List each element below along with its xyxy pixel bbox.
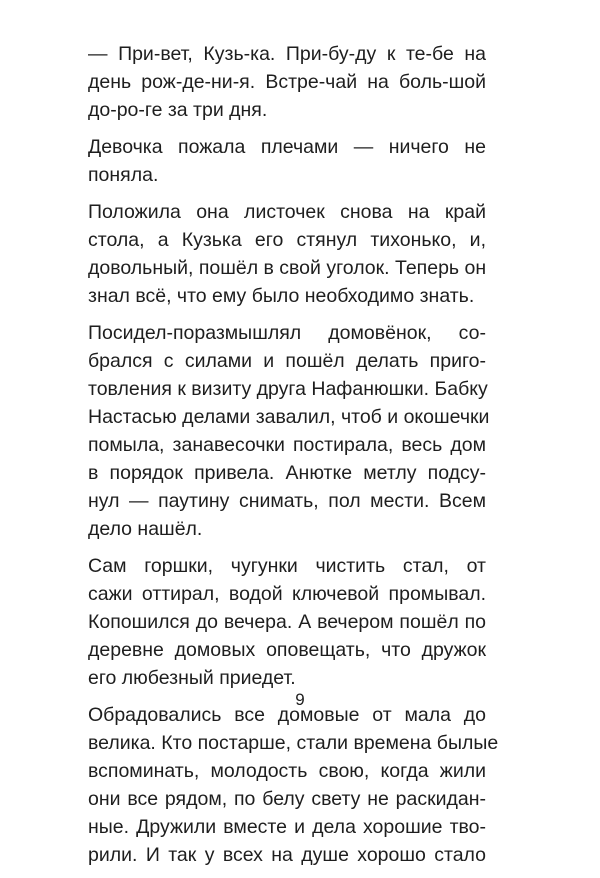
text-line: велика. Кто постарше, стали времена былые bbox=[88, 732, 499, 754]
paragraph-3 bbox=[88, 198, 486, 310]
text-line: нул — паутину снимать, пол мести. Всем bbox=[88, 490, 486, 512]
text-line: стола, а Кузька его стянул тихонько, и, bbox=[88, 229, 486, 251]
text-line: его любезный приедет. bbox=[88, 667, 296, 689]
text-line: в порядок привела. Анютке метлу подсу- bbox=[88, 462, 486, 484]
text-line: поняла. bbox=[88, 164, 159, 186]
text-line: брался с силами и пошёл делать приго- bbox=[88, 350, 486, 372]
paragraph-1 bbox=[88, 40, 486, 124]
text-line: деревне домовых оповещать, что дружок bbox=[88, 639, 486, 661]
body-text bbox=[88, 40, 499, 878]
text-line: рили. И так у всех на душе хорошо стало bbox=[88, 844, 486, 866]
text-line: довольный, пошёл в свой уголок. Теперь он bbox=[88, 257, 487, 279]
text-line: вспоминать, молодость свою, когда жили bbox=[88, 760, 486, 782]
text-line: Копошился до вечера. А вечером пошёл по bbox=[88, 611, 486, 633]
paragraph-5 bbox=[88, 552, 486, 692]
text-line: Сам горшки, чугунки чистить стал, от bbox=[88, 555, 486, 577]
page-number: 9 bbox=[295, 690, 305, 709]
text-line: Обрадовались все домовые от мала до bbox=[88, 704, 486, 726]
text-line: сажи оттирал, водой ключевой промывал. bbox=[88, 583, 486, 605]
text-line: до-ро-ге за три дня. bbox=[88, 99, 268, 121]
text-line: ные. Дружили вместе и дела хорошие тво- bbox=[88, 816, 486, 838]
paragraph-6 bbox=[88, 701, 499, 869]
text-line: товления к визиту друга Нафанюшки. Бабку bbox=[88, 378, 488, 400]
paragraph-2 bbox=[88, 133, 486, 189]
text-line: Посидел-поразмышлял домовёнок, со- bbox=[88, 322, 486, 344]
text-line: они все рядом, по белу свету не раскидан- bbox=[88, 788, 486, 810]
text-line: — При-вет, Кузь-ка. При-бу-ду к те-бе на bbox=[88, 43, 486, 65]
text-line: Настасью делами завалил, чтоб и окошечки bbox=[88, 406, 490, 428]
text-line: дело нашёл. bbox=[88, 518, 203, 540]
text-line: день рож-де-ни-я. Встре-чай на боль-шой bbox=[88, 71, 486, 93]
text-line: знал всё, что ему было необходимо знать. bbox=[88, 285, 475, 307]
text-line: Девочка пожала плечами — ничего не bbox=[88, 136, 486, 158]
paragraph-4 bbox=[88, 319, 490, 543]
text-line: Положила она листочек снова на край bbox=[88, 201, 486, 223]
text-line: помыла, занавесочки постирала, весь дом bbox=[88, 434, 486, 456]
